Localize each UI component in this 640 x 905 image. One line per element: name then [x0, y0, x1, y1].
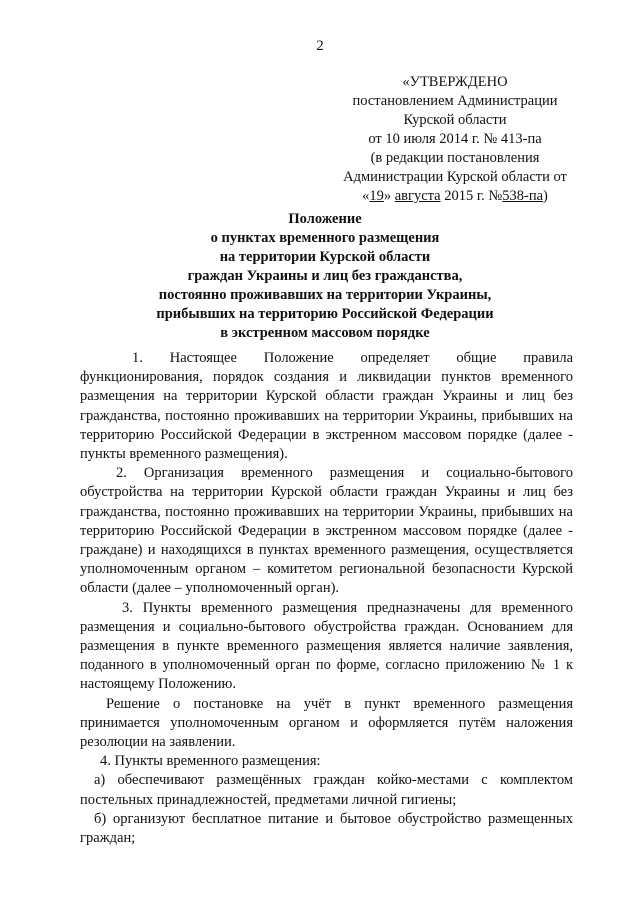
title-line-5: постоянно проживавших на территории Украины,	[158, 287, 492, 303]
approval-line-1: «УТВЕРЖДЕНО	[402, 74, 508, 90]
document-body	[80, 349, 573, 848]
approval-year: 2015 г. №	[440, 188, 503, 204]
approval-line-5: (в редакции постановления	[370, 150, 540, 166]
approval-line-6: Администрации Курской области от	[343, 169, 567, 185]
approval-date-line	[330, 187, 580, 206]
approval-line-3: Курской области	[403, 112, 507, 128]
title-line-3: на территории Курской области	[219, 249, 431, 265]
title-line-2: о пунктах временного размещения	[210, 230, 440, 246]
approval-month: августа	[394, 188, 441, 204]
paragraph-7: б) организуют бесплатное питание и бытовое обустройство размещенных граждан;	[80, 810, 573, 847]
title-line-4: граждан Украины и лиц без гражданства,	[187, 268, 463, 284]
approval-line-2: постановлением Администрации	[352, 93, 558, 109]
date-open-quote: «	[362, 188, 370, 204]
document-title	[110, 210, 540, 343]
paragraph-1: 1. Настоящее Положение определяет общие правила функционирования, порядок создания и ликвидации пунктов временного размещения на территории Курской области граждан Украины и лиц без гражданства, постоянно проживавших на территории Украины, прибывших на территорию Российской Федерации в экстренном массовом порядке (далее - пункты временного размещения).	[80, 350, 573, 463]
paragraph-5: 4. Пункты временного размещения:	[100, 753, 321, 770]
paragraph-4: Решение о постановке на учёт в пункт временного размещения принимается уполномоченным органом и оформляется путём наложения резолюции на заявлении.	[80, 695, 573, 751]
paragraph-6: а) обеспечивают размещённых граждан койко-местами с комплектом постельных принадлежностей, предметами личной гигиены;	[80, 772, 573, 808]
approval-number: 538-па	[502, 188, 544, 204]
approval-close: )	[543, 188, 548, 204]
title-line-1: Положение	[288, 211, 362, 227]
title-line-7: в экстренном массовом порядке	[220, 325, 430, 341]
paragraph-3: 3. Пункты временного размещения предназначены для временного размещения и социально-бытового обустройства граждан. Основанием для размещения в пункте временного размещения является наличие заявления, поданного в уполномоченный орган по форме, согласно приложению № 1 к настоящему Положению.	[80, 599, 573, 693]
approval-stamp	[330, 73, 580, 206]
title-line-6: прибывших на территорию Российской Федерации	[156, 306, 494, 322]
page-number: 2	[316, 38, 324, 54]
date-close-quote: »	[383, 188, 395, 204]
approval-day: 19	[369, 188, 384, 204]
paragraph-2: 2. Организация временного размещения и социально-бытового обустройства на территории Курской области граждан Украины и лиц без гражданства, постоянно проживавших на территории Украины, прибывших на территорию Российской Федерации в экстренном массовом порядке (далее - граждане) и находящихся в пунктах временного размещения, осуществляется уполномоченным органом – комитетом региональной безопасности Курской области (далее – уполномоченный орган).	[80, 465, 573, 597]
approval-line-4: от 10 июля 2014 г. № 413-па	[368, 131, 542, 147]
